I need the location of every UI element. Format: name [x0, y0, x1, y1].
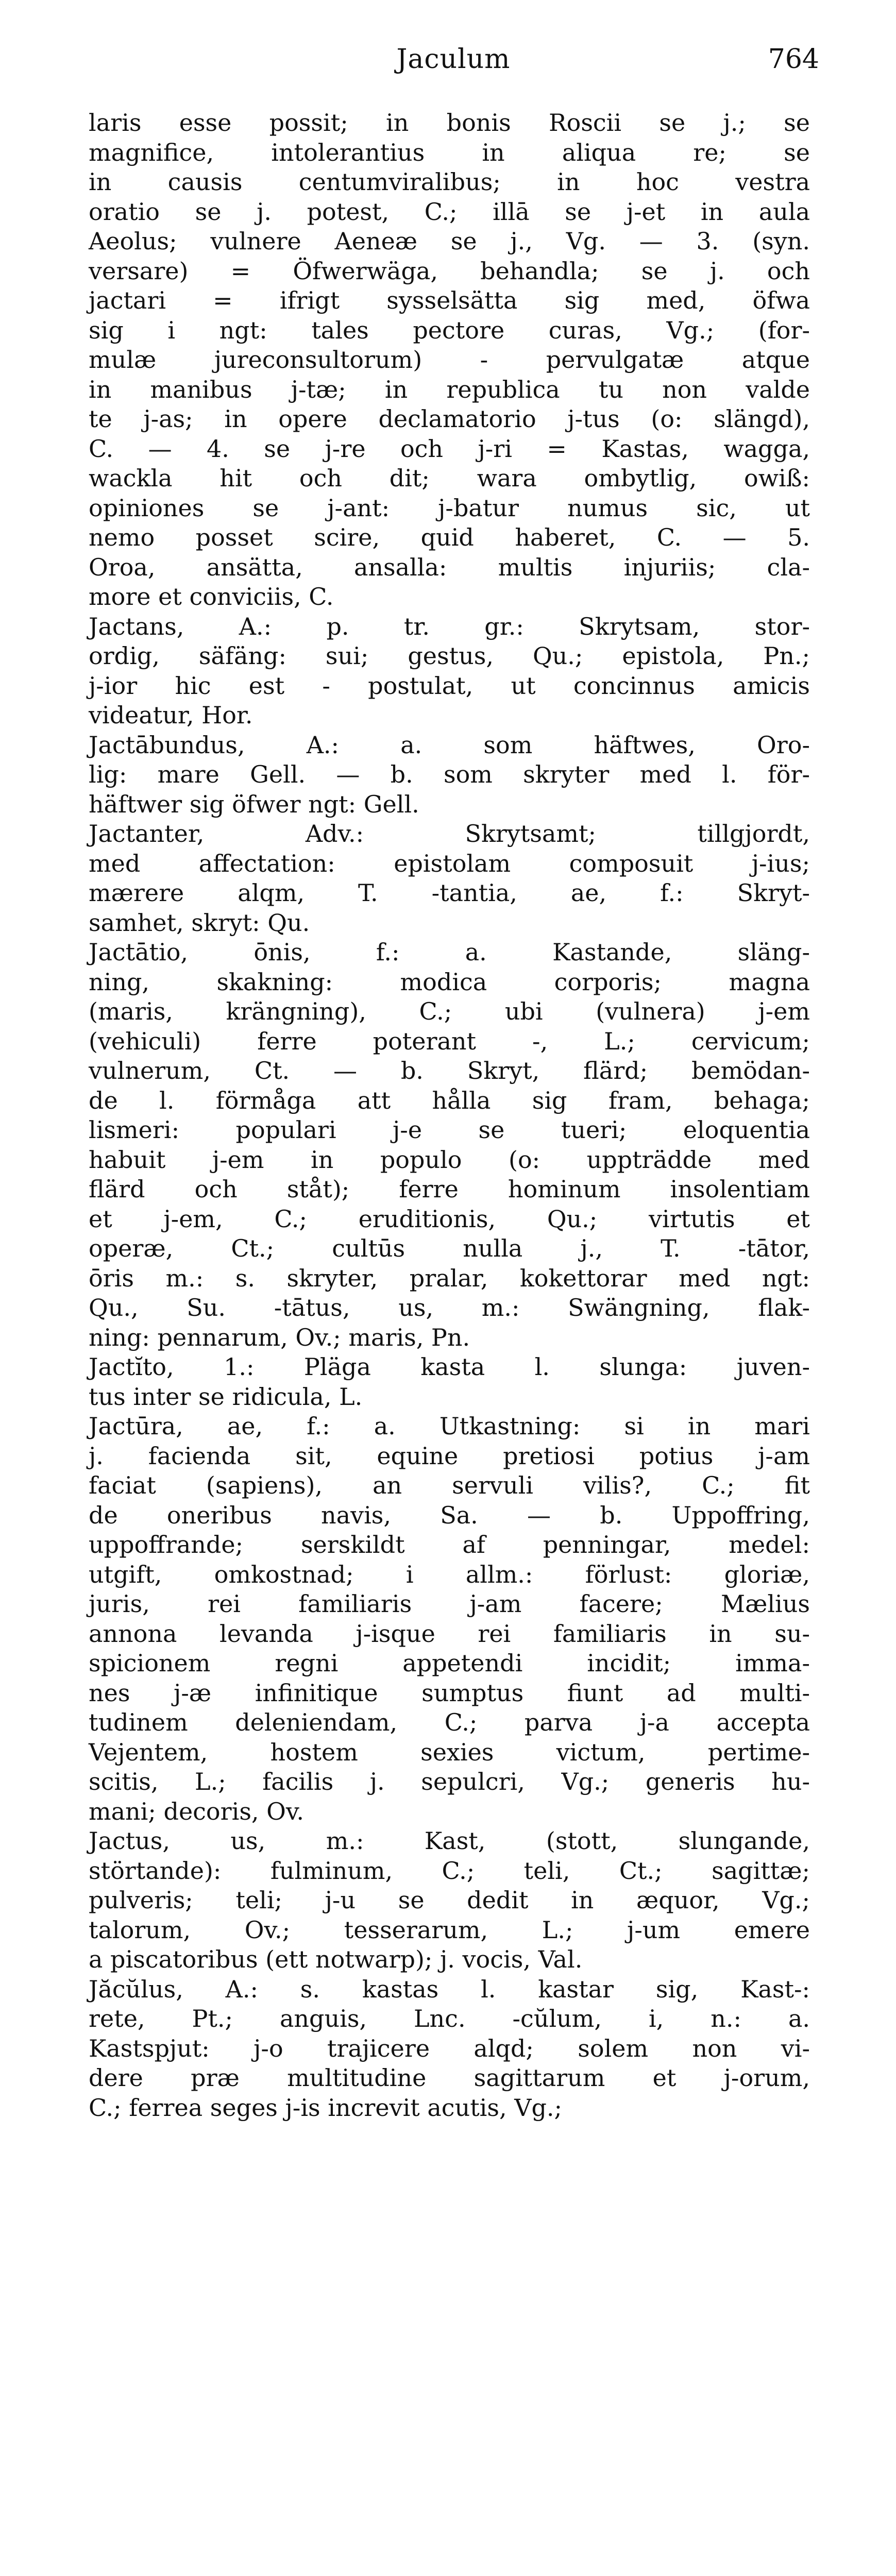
entry-line: annona levanda j-isque rei familiaris in su-: [89, 1619, 810, 1648]
entry-line: Jactanter, Adv.: Skrytsamt; tillgjordt,: [89, 820, 810, 848]
entry-line: Qu., Su. -tātus, us, m.: Swängning, flak-: [89, 1294, 810, 1321]
entry-line: jactari = ifrigt sysselsätta sig med, öfwa: [89, 286, 810, 314]
entry-line: Jactĭto, 1.: Pläga kasta l. slunga: juven-: [89, 1353, 810, 1381]
page-header: [88, 39, 819, 95]
entry-line: C. — 4. se j-re och j-ri = Kastas, wagga,: [89, 434, 810, 463]
entry-line: in causis centumviralibus; in hoc vestra: [89, 168, 810, 196]
entry-line: lismeri: populari j-e se tueri; eloquentia: [89, 1116, 810, 1144]
entry-line: nemo posset scire, quid haberet, C. — 5.: [89, 523, 810, 551]
entry-line: laris esse possit; in bonis Roscii se j.; se: [89, 109, 810, 137]
dictionary-entry-jaculus: [89, 1975, 810, 2123]
entry-line: Kastspjut: j-o trajicere alqd; solem non vi-: [89, 2034, 810, 2062]
entry-line: ning, skakning: modica corporis; magna: [89, 968, 810, 996]
dictionary-entry-jactanter: [89, 819, 810, 938]
entry-line: mani; decoris, Ov.: [89, 1797, 305, 1825]
dictionary-entry-jactabundus: [89, 731, 810, 820]
entry-line: Jactābundus, A.: a. som häftwes, Oro-: [89, 731, 810, 759]
entry-line: Oroa, ansätta, ansalla: multis injuriis; cla-: [89, 553, 810, 581]
entry-line: juris, rei familiaris j-am facere; Mælius: [89, 1590, 810, 1618]
entry-line: mærere alqm, T. -tantia, ae, f.: Skryt-: [89, 879, 810, 907]
entry-line: (vehiculi) ferre poterant -, L.; cervicum;: [89, 1027, 810, 1055]
entry-line: utgift, omkostnad; i allm.: förlust: gloriæ,: [89, 1560, 810, 1588]
dictionary-entry-jactans: [89, 612, 810, 731]
entry-line: a piscatoribus (ett notwarp); j. vocis, Val.: [89, 1945, 583, 1973]
entry-line: dere præ multitudine sagittarum et j-orum,: [89, 2064, 810, 2092]
entry-line: C.; ferrea seges j-is increvit acutis, Vg.;: [89, 2093, 563, 2122]
entry-line: rete, Pt.; anguis, Lnc. -cŭlum, i, n.: a.: [89, 2005, 810, 2032]
entry-line: more et conviciis, C.: [89, 583, 334, 611]
page-number: 764: [768, 44, 819, 75]
dictionary-entry-jactito: [89, 1352, 810, 1412]
entry-line: talorum, Ov.; tesserarum, L.; j-um emere: [89, 1916, 810, 1944]
entry-line: scitis, L.; facilis j. sepulcri, Vg.; generis hu-: [89, 1768, 810, 1795]
entry-line: et j-em, C.; eruditionis, Qu.; virtutis et: [89, 1205, 810, 1233]
dictionary-entry-jactatio: [89, 938, 810, 1352]
entry-line: in manibus j-tæ; in republica tu non valde: [89, 375, 810, 403]
entry-line: opiniones se j-ant: j-batur numus sic, ut: [89, 494, 810, 522]
entry-line: störtande): fulminum, C.; teli, Ct.; sagittæ;: [89, 1856, 810, 1885]
entry-line: sig i ngt: tales pectore curas, Vg.; (for-: [89, 316, 810, 344]
entry-line: Jactātio, ōnis, f.: a. Kastande, släng-: [89, 938, 810, 966]
entry-line: j-ior hic est - postulat, ut concinnus amicis: [89, 671, 810, 700]
entry-line: ōris m.: s. skryter, pralar, kokettorar med ngt:: [89, 1264, 810, 1292]
entry-line: flärd och ståt); ferre hominum insolentiam: [89, 1175, 810, 1203]
entry-line: häftwer sig öfwer ngt: Gell.: [89, 790, 419, 818]
entry-line: uppoffrande; serskildt af penningar, medel:: [89, 1531, 810, 1558]
entry-line: lig: mare Gell. — b. som skryter med l. för-: [89, 760, 810, 788]
entry-line: mulæ jureconsultorum) - pervulgatæ atque: [89, 346, 810, 374]
entry-line: habuit j-em in populo (o: uppträdde med: [89, 1145, 810, 1174]
entry-line: wackla hit och dit; wara ombytlig, owiß:: [89, 464, 810, 492]
entry-line: videatur, Hor.: [89, 701, 253, 729]
entry-line: j. facienda sit, equine pretiosi potius j-am: [89, 1442, 810, 1470]
entry-line: ordig, säfäng: sui; gestus, Qu.; epistola, Pn.;: [89, 642, 810, 670]
dictionary-entry-jactura: [89, 1412, 810, 1826]
dictionary-entry-jaculum-continued: [89, 108, 810, 612]
entry-line: tudinem deleniendam, C.; parva j-a accepta: [89, 1708, 810, 1736]
entry-line: de oneribus navis, Sa. — b. Uppoffring,: [89, 1501, 810, 1529]
dictionary-column: [89, 108, 810, 2576]
entry-line: ning: pennarum, Ov.; maris, Pn.: [89, 1323, 470, 1351]
entry-line: Jactans, A.: p. tr. gr.: Skrytsam, stor-: [89, 612, 810, 640]
entry-line: Vejentem, hostem sexies victum, pertime-: [89, 1738, 810, 1766]
entry-line: pulveris; teli; j-u se dedit in æquor, Vg.;: [89, 1886, 810, 1914]
entry-line: med affectation: epistolam composuit j-ius;: [89, 849, 810, 877]
entry-line: oratio se j. potest, C.; illā se j-et in aula: [89, 197, 810, 226]
entry-line: te j-as; in opere declamatorio j-tus (o: slängd),: [89, 405, 810, 433]
entry-line: vulnerum, Ct. — b. Skryt, flärd; bemödan-: [89, 1057, 810, 1084]
entry-line: (maris, krängning), C.; ubi (vulnera) j-em: [89, 997, 810, 1025]
entry-line: de l. förmåga att hålla sig fram, behaga;: [89, 1086, 810, 1114]
entry-line: faciat (sapiens), an servuli vilis?, C.; fit: [89, 1471, 810, 1499]
entry-line: samhet, skryt: Qu.: [89, 908, 310, 937]
entry-line: Aeolus; vulnere Aeneæ se j., Vg. — 3. (syn.: [89, 227, 810, 255]
entry-line: nes j-æ infinitique sumptus fiunt ad multi-: [89, 1679, 810, 1707]
entry-line: Jactus, us, m.: Kast, (stott, slungande,: [89, 1827, 810, 1855]
entry-line: Jăcŭlus, A.: s. kastas l. kastar sig, Kast-:: [89, 1975, 810, 2003]
dictionary-entry-jactus: [89, 1826, 810, 1975]
entry-line: magnifice, intolerantius in aliqua re; se: [89, 138, 810, 166]
entry-line: spicionem regni appetendi incidit; imma-: [89, 1649, 810, 1677]
entry-line: operæ, Ct.; cultūs nulla j., T. -tātor,: [89, 1234, 810, 1262]
entry-line: tus inter se ridicula, L.: [89, 1382, 363, 1411]
entry-line: Jactūra, ae, f.: a. Utkastning: si in mari: [89, 1412, 810, 1440]
running-head: Jaculum: [396, 44, 511, 75]
entry-line: versare) = Öfwerwäga, behandla; se j. och: [89, 257, 810, 285]
